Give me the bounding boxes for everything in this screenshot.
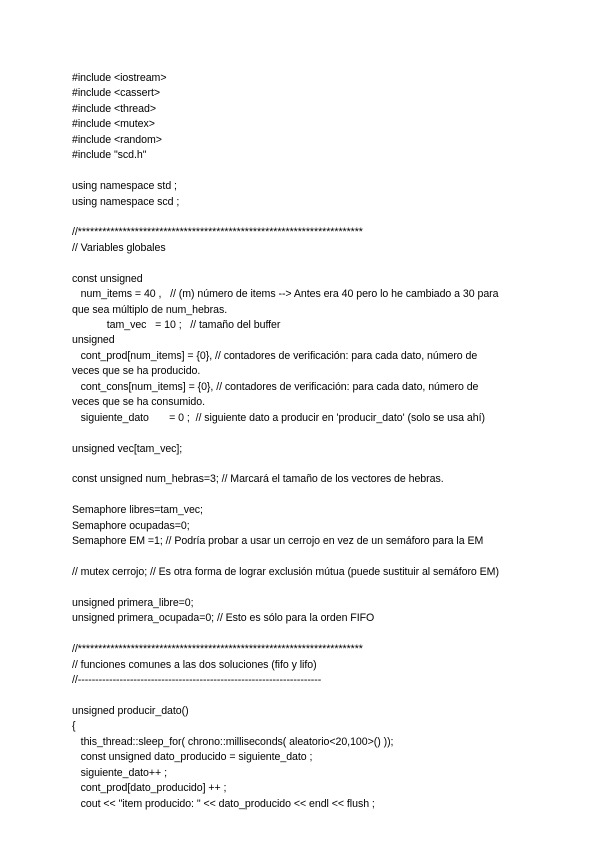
code-line — [72, 256, 532, 271]
code-line: siguiente_dato = 0 ; // siguiente dato a producir en 'producir_dato' (solo se usa ahí) — [72, 411, 485, 424]
code-line: // Variables globales — [72, 241, 166, 254]
code-line: #include <random> — [72, 133, 162, 146]
code-line — [72, 627, 532, 642]
code-line: num_items = 40 , // (m) número de items --> Antes era 40 pero lo he cambiado a 30 para — [72, 288, 499, 301]
code-line: cout << "item producido: " << dato_producido << endl << flush ; — [72, 797, 375, 810]
code-line: #include <cassert> — [72, 87, 161, 100]
code-document — [72, 71, 532, 812]
code-line — [72, 550, 532, 565]
code-line: // funciones comunes a las dos soluciones (fifo y lifo) — [72, 658, 317, 671]
code-line: //---------------------------------------------------------------------- — [72, 674, 322, 687]
code-line: const unsigned num_hebras=3; // Marcará el tamaño de los vectores de hebras. — [72, 473, 444, 486]
code-line: unsigned primera_ocupada=0; // Esto es sólo para la orden FIFO — [72, 612, 375, 625]
code-line — [72, 210, 532, 225]
code-line: #include <mutex> — [72, 118, 155, 131]
code-line: using namespace std ; — [72, 180, 177, 193]
code-line: unsigned producir_dato() — [72, 704, 189, 717]
code-line: //********************************************************************** — [72, 226, 363, 239]
code-line — [72, 488, 532, 503]
code-line: que sea múltiplo de num_hebras. — [72, 303, 228, 316]
code-line: unsigned — [72, 334, 115, 347]
code-line: #include <iostream> — [72, 72, 167, 84]
code-line: Semaphore libres=tam_vec; — [72, 504, 203, 517]
code-line: cont_prod[num_items] = {0}, // contadores de verificación: para cada dato, número de — [72, 349, 478, 362]
code-line: cont_cons[num_items] = {0}, // contadores de verificación: para cada dato, número de — [72, 380, 479, 393]
code-line: veces que se ha consumido. — [72, 396, 205, 409]
code-line: veces que se ha producido. — [72, 365, 201, 378]
code-line: Semaphore ocupadas=0; — [72, 519, 190, 532]
code-line: #include <thread> — [72, 102, 156, 115]
code-line: const unsigned dato_producido = siguiente_dato ; — [72, 751, 313, 764]
code-line: tam_vec = 10 ; // tamaño del buffer — [72, 319, 281, 331]
code-line: unsigned primera_libre=0; — [72, 596, 194, 609]
code-line: using namespace scd ; — [72, 195, 180, 208]
code-line: const unsigned — [72, 272, 143, 285]
code-line: { — [72, 720, 76, 733]
code-line: this_thread::sleep_for( chrono::milliseconds( aleatorio<20,100>() )); — [72, 735, 394, 748]
code-line: //********************************************************************** — [72, 643, 363, 656]
code-line: #include "scd.h" — [72, 149, 147, 162]
code-line — [72, 457, 532, 472]
code-line: Semaphore EM =1; // Podría probar a usar un cerrojo en vez de un semáforo para la EM — [72, 535, 484, 548]
code-line: cont_prod[dato_producido] ++ ; — [72, 782, 227, 795]
code-line: // mutex cerrojo; // Es otra forma de lograr exclusión mútua (puede sustituir al semáforo EM) — [72, 566, 499, 578]
code-line — [72, 580, 532, 595]
code-line: siguiente_dato++ ; — [72, 766, 167, 779]
code-line: unsigned vec[tam_vec]; — [72, 442, 183, 455]
code-line — [72, 689, 532, 704]
code-line — [72, 426, 532, 441]
code-line — [72, 164, 532, 179]
